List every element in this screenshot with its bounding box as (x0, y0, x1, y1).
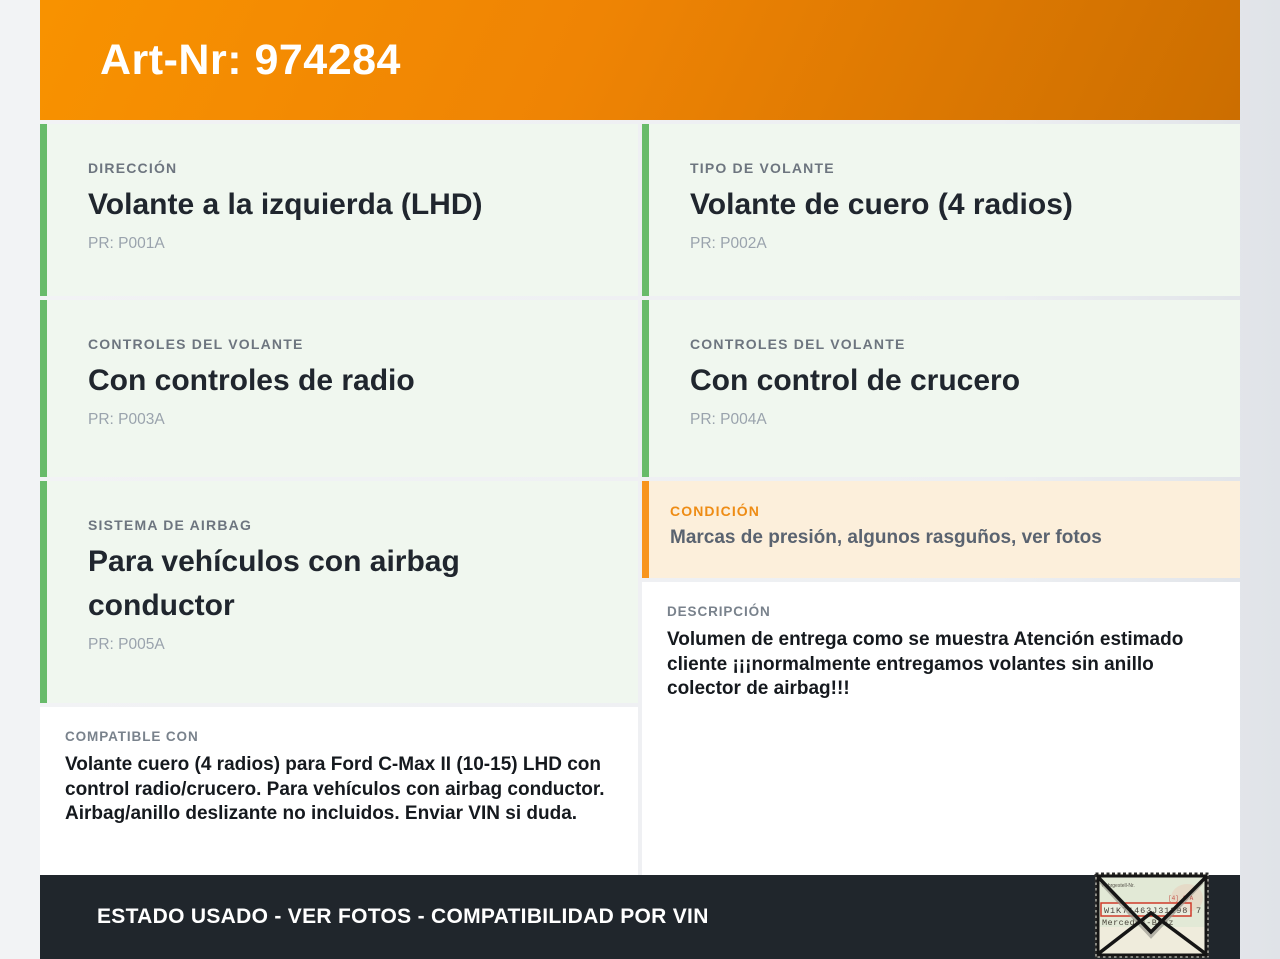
spec-card-airbag (40, 481, 638, 703)
header-banner (40, 0, 1240, 120)
spec-card-label: DIRECCIÓN (88, 160, 178, 176)
compatible-card (40, 707, 638, 875)
spec-card-tipo-volante (642, 124, 1240, 296)
spec-grid (40, 124, 1240, 875)
right-column (642, 124, 1240, 875)
brand-text: Mercedes-Benz (1102, 918, 1174, 928)
compatible-text: Volante cuero (4 radios) para Ford C-Max II (10-15) LHD con control radio/crucero. Para vehículos con airbag conductor. Airbag/anillo deslizante no incluidos. Enviar VIN si duda. (65, 754, 605, 825)
spec-card-direccion (40, 124, 638, 296)
condition-text: Marcas de presión, algunos rasguños, ver fotos (670, 527, 1102, 548)
spec-card-title: Volante de cuero (4 radios) (690, 188, 1073, 221)
compatible-label: COMPATIBLE CON (65, 729, 199, 744)
spec-card-pr: PR: P003A (88, 411, 165, 428)
footer-bar (40, 875, 1240, 959)
spec-card-pr: PR: P002A (690, 235, 767, 252)
envelope-stamp-image (1094, 872, 1210, 959)
description-label: DESCRIPCIÓN (667, 604, 771, 619)
spec-card-pr: PR: P001A (88, 235, 165, 252)
envelope-icon (1094, 872, 1210, 959)
condition-card (642, 481, 1240, 578)
spec-card-title: Para vehículos con airbag conductor (88, 545, 460, 622)
listing-page (40, 0, 1240, 959)
footer-status-text: ESTADO USADO - VER FOTOS - COMPATIBILIDAD POR VIN (97, 905, 709, 928)
spec-card-label: SISTEMA DE AIRBAG (88, 517, 253, 533)
vin-suffix-text: 7 (1196, 906, 1202, 916)
spec-card-pr: PR: P004A (690, 411, 767, 428)
spec-card-title: Volante a la izquierda (LHD) (88, 188, 483, 221)
description-card (642, 582, 1240, 875)
spec-card-title: Con controles de radio (88, 364, 415, 397)
spec-card-label: CONTROLES DEL VOLANTE (88, 336, 304, 352)
doc-corner-text: [4] A/A (1168, 895, 1194, 902)
spec-card-label: TIPO DE VOLANTE (690, 160, 835, 176)
spec-card-controles-radio (40, 300, 638, 477)
article-number-title: Art-Nr: 974284 (100, 35, 401, 84)
spec-card-control-crucero (642, 300, 1240, 477)
spec-card-title: Con control de crucero (690, 364, 1021, 397)
left-column (40, 124, 638, 875)
spec-card-label: CONTROLES DEL VOLANTE (690, 336, 906, 352)
vin-text: W1K71463J31298 (1104, 906, 1188, 916)
spec-card-pr: PR: P005A (88, 636, 165, 653)
description-text: Volumen de entrega como se muestra Atención estimado cliente ¡¡¡normalmente entregamos volantes sin anillo colector de airbag!!! (667, 629, 1184, 700)
doc-label-text: Fahrgestell-Nr. (1102, 883, 1135, 889)
condition-label: CONDICIÓN (670, 503, 761, 519)
